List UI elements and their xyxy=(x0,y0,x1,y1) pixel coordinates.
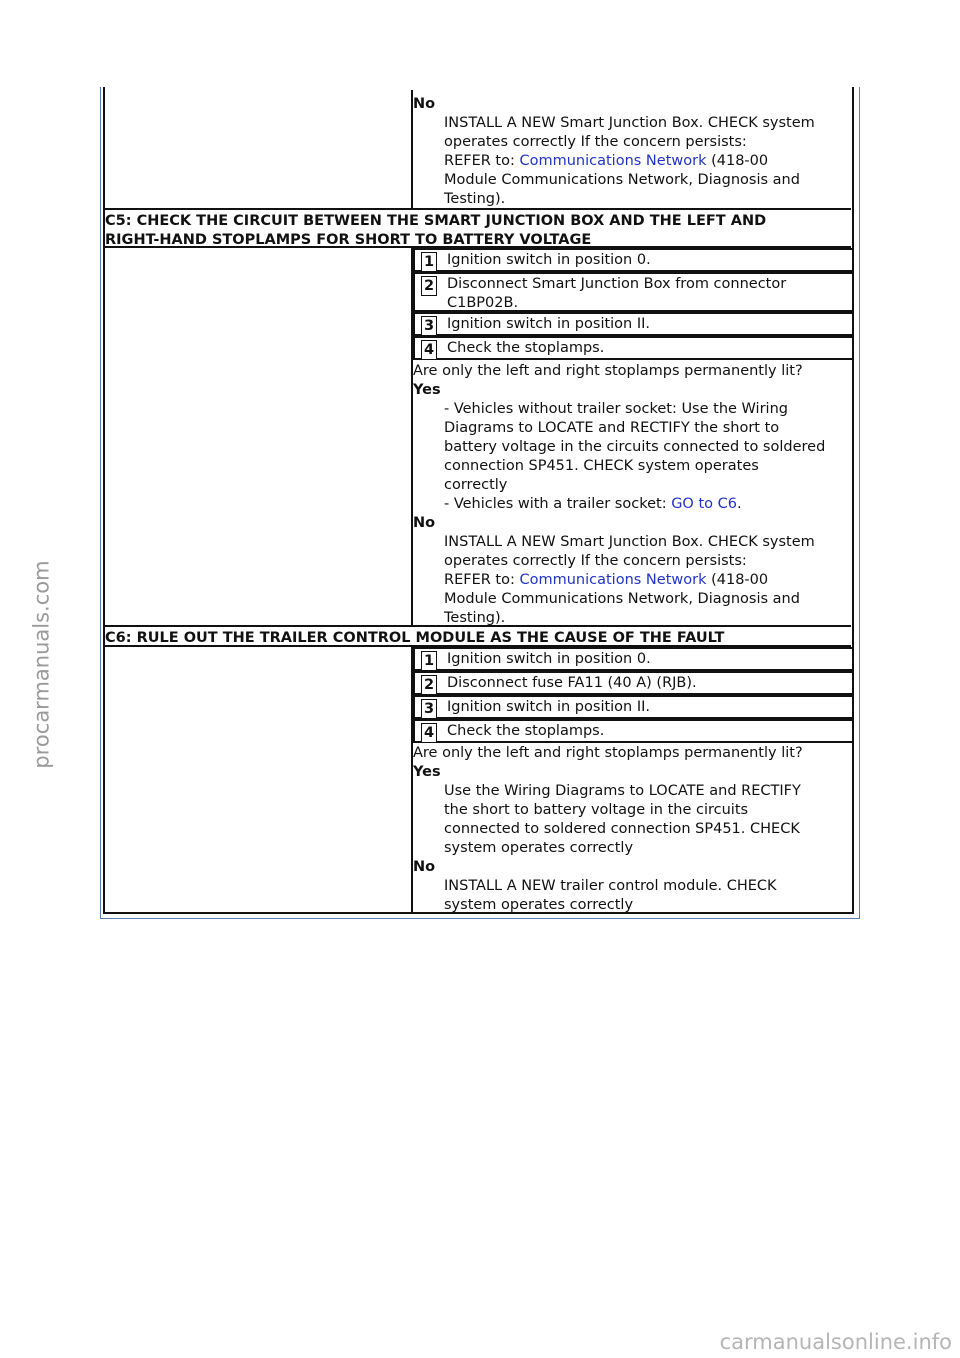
yes-text: system operates correctly xyxy=(444,840,634,856)
c5-step-1 xyxy=(413,248,854,272)
no-label: No xyxy=(413,96,436,112)
no-text: operates correctly If the concern persists: xyxy=(444,553,747,569)
step-number: 2 xyxy=(421,276,437,296)
step-number: 3 xyxy=(421,316,437,336)
c5-heading: C5: CHECK THE CIRCUIT BETWEEN THE SMART JUNCTION BOX AND THE LEFT AND RIGHT-HAND STOPLAMPS FOR SHORT TO BATTERY VOLTAGE xyxy=(103,208,851,248)
refer-line: REFER to: Communications Network (418-00 xyxy=(444,572,769,588)
step-number: 1 xyxy=(421,651,437,671)
c5-step-3 xyxy=(413,312,854,336)
step-text: Check the stoplamps. xyxy=(447,340,605,356)
step-text: Ignition switch in position 0. xyxy=(447,651,651,667)
c5-step-2 xyxy=(413,272,854,312)
no-text: system operates correctly xyxy=(444,897,634,913)
step-number: 1 xyxy=(421,252,437,272)
question-text: Are only the left and right stoplamps permanently lit? xyxy=(413,745,803,761)
refer-line: REFER to: Communications Network (418-00 xyxy=(444,153,769,169)
no-text: INSTALL A NEW trailer control module. CHECK xyxy=(444,878,777,894)
no-label: No xyxy=(413,859,436,875)
refer-text: Testing). xyxy=(444,610,506,626)
refer-text: Testing). xyxy=(444,191,506,207)
step-text: Ignition switch in position II. xyxy=(447,316,651,332)
refer-text: Module Communications Network, Diagnosis and xyxy=(444,172,800,188)
c6-step-3 xyxy=(413,695,854,719)
yes-text: connected to soldered connection SP451. CHECK xyxy=(444,821,800,837)
go-to-c6-link[interactable]: GO to C6 xyxy=(671,496,737,512)
yes-text: Use the Wiring Diagrams to LOCATE and RECTIFY xyxy=(444,783,801,799)
top-no-block xyxy=(413,95,854,207)
step-number: 4 xyxy=(421,723,437,743)
c6-step-2 xyxy=(413,671,854,695)
yes-text: battery voltage in the circuits connected to soldered xyxy=(444,439,826,455)
refer-text: Module Communications Network, Diagnosis and xyxy=(444,591,800,607)
step-text: C1BP02B. xyxy=(447,295,519,311)
step-number: 2 xyxy=(421,675,437,695)
c6-heading: C6: RULE OUT THE TRAILER CONTROL MODULE AS THE CAUSE OF THE FAULT xyxy=(103,625,851,647)
step-number: 3 xyxy=(421,699,437,719)
c6-answer-block xyxy=(413,744,854,912)
step-number: 4 xyxy=(421,340,437,360)
no-label: No xyxy=(413,515,436,531)
communications-network-link[interactable]: Communications Network xyxy=(519,572,707,588)
yes-label: Yes xyxy=(413,764,441,780)
no-text: operates correctly If the concern persists: xyxy=(444,134,747,150)
c5-answer-block xyxy=(413,362,854,624)
yes-text: connection SP451. CHECK system operates xyxy=(444,458,759,474)
no-text: INSTALL A NEW Smart Junction Box. CHECK system xyxy=(444,534,815,550)
step-text: Ignition switch in position II. xyxy=(447,699,651,715)
step-text: Ignition switch in position 0. xyxy=(447,252,651,268)
step-text: Disconnect Smart Junction Box from connector xyxy=(447,276,787,292)
c5-step-4 xyxy=(413,336,854,360)
step-text: Disconnect fuse FA11 (40 A) (RJB). xyxy=(447,675,697,691)
c6-step-4 xyxy=(413,719,854,743)
side-watermark: procarmanuals.com xyxy=(29,560,54,769)
yes-label: Yes xyxy=(413,382,441,398)
bottom-watermark: carmanualsonline.info xyxy=(719,1330,952,1354)
no-text: INSTALL A NEW Smart Junction Box. CHECK system xyxy=(444,115,815,131)
yes-text: - Vehicles without trailer socket: Use the Wiring xyxy=(444,401,788,417)
question-text: Are only the left and right stoplamps permanently lit? xyxy=(413,363,803,379)
c6-step-1 xyxy=(413,647,854,671)
yes-text: the short to battery voltage in the circuits xyxy=(444,802,749,818)
communications-network-link[interactable]: Communications Network xyxy=(519,153,707,169)
step-text: Check the stoplamps. xyxy=(447,723,605,739)
yes-text: - Vehicles with a trailer socket: GO to C6. xyxy=(444,496,742,512)
yes-text: correctly xyxy=(444,477,508,493)
yes-text: Diagrams to LOCATE and RECTIFY the short to xyxy=(444,420,780,436)
